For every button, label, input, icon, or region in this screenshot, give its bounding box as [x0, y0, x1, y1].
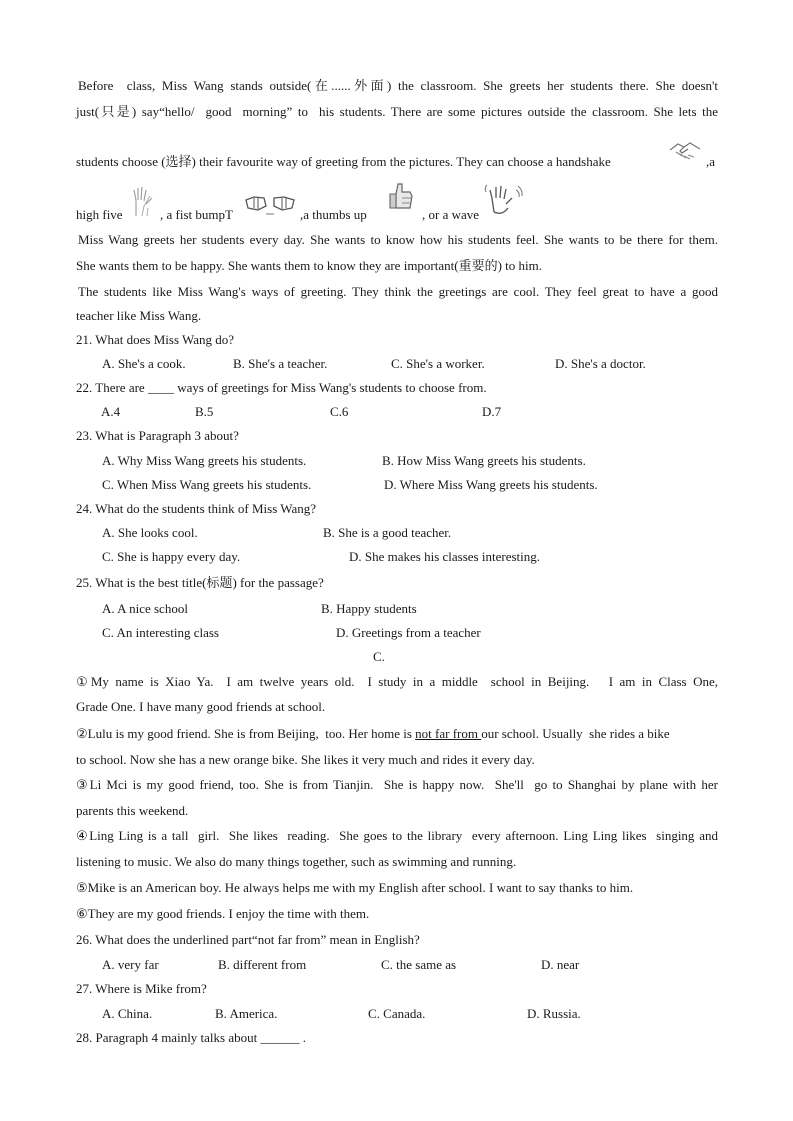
q27-option-c[interactable]: C. Canada.	[368, 1006, 426, 1021]
passage-c-p5-line1: ⑤Mike is an American boy. He always helps me with my English after school. I want to say thanks to him.	[76, 880, 634, 895]
q21-option-c[interactable]: C. She's a worker.	[391, 356, 485, 371]
passage-c-p3-line1: ③Li Mci is my good friend, too. She is from Tianjin. She is happy now. She'll go to Shanghai by plane with her	[76, 777, 718, 792]
q27-option-a[interactable]: A. China.	[102, 1006, 153, 1021]
q22-option-b[interactable]: B.5	[195, 404, 214, 419]
passage-b-p1-line4-d: , or a wave	[422, 207, 480, 222]
passage-b-p1-line1: Before class, Miss Wang stands outside(在......外面) the classroom. She greets her students there. She doesn't	[78, 78, 718, 93]
q23-option-a[interactable]: A. Why Miss Wang greets his students.	[102, 453, 307, 468]
underlined-phrase: not far from	[415, 726, 482, 741]
passage-c-p2-line2: to school. Now she has a new orange bike. She likes it very much and rides it every day.	[76, 752, 535, 767]
passage-c-p2-line1: ②Lulu is my good friend. She is from Beijing, too. Her home is not far from our school. Usually she rides a bike	[76, 726, 670, 741]
question-23: 23. What is Paragraph 3 about?	[76, 428, 239, 443]
wave-icon	[484, 182, 524, 216]
q27-option-d[interactable]: D. Russia.	[527, 1006, 581, 1021]
passage-b-p3-line1: The students like Miss Wang's ways of greeting. They think the greetings are cool. They feel great to have a good	[78, 284, 718, 299]
passage-c-p3-line2: parents this weekend.	[76, 803, 189, 818]
question-22: 22. There are ____ ways of greetings for Miss Wang's students to choose from.	[76, 380, 487, 395]
passage-c-p4-line2: listening to music. We also do many things together, such as swimming and running.	[76, 854, 517, 869]
q21-option-a[interactable]: A. She's a cook.	[102, 356, 186, 371]
question-26: 26. What does the underlined part“not far from” mean in English?	[76, 932, 420, 947]
q22-option-a[interactable]: A.4	[101, 404, 121, 419]
question-24: 24. What do the students think of Miss Wang?	[76, 501, 317, 516]
passage-b-p1-line3: students choose (选择) their favourite way of greeting from the pictures. They can choose a handshake	[76, 154, 611, 169]
q21-option-b[interactable]: B. She's a teacher.	[233, 356, 328, 371]
q25-option-d[interactable]: D. Greetings from a teacher	[336, 625, 481, 640]
passage-b-p2-line2: She wants them to be happy. She wants them to know they are important(重要的) to him.	[76, 258, 542, 273]
section-c-label: C.	[373, 649, 385, 664]
q26-option-b[interactable]: B. different from	[218, 957, 307, 972]
q24-option-b[interactable]: B. She is a good teacher.	[323, 525, 452, 540]
question-21: 21. What does Miss Wang do?	[76, 332, 235, 347]
q25-option-c[interactable]: C. An interesting class	[102, 625, 219, 640]
q25-option-b[interactable]: B. Happy students	[321, 601, 417, 616]
q21-option-d[interactable]: D. She's a doctor.	[555, 356, 646, 371]
passage-b-p3-line2: teacher like Miss Wang.	[76, 308, 202, 323]
q24-option-a[interactable]: A. She looks cool.	[102, 525, 198, 540]
q22-option-d[interactable]: D.7	[482, 404, 502, 419]
passage-b-p1-line3-end: ,a	[706, 154, 716, 169]
passage-b-p1-line4-b: , a fist bumpT	[160, 207, 233, 222]
handshake-icon	[668, 136, 702, 164]
high-five-icon	[128, 184, 158, 218]
q23-option-d[interactable]: D. Where Miss Wang greets his students.	[384, 477, 598, 492]
question-27: 27. Where is Mike from?	[76, 981, 207, 996]
passage-b-p1-line4-a: high five	[76, 207, 123, 222]
q26-option-a[interactable]: A. very far	[102, 957, 159, 972]
thumbs-up-icon	[386, 180, 416, 212]
passage-b-p1-line4-c: ,a thumbs up	[300, 207, 367, 222]
q22-option-c[interactable]: C.6	[330, 404, 349, 419]
q23-option-c[interactable]: C. When Miss Wang greets his students.	[102, 477, 312, 492]
q24-option-d[interactable]: D. She makes his classes interesting.	[349, 549, 540, 564]
passage-c-p6-line1: ⑥They are my good friends. I enjoy the time with them.	[76, 906, 370, 921]
q26-option-c[interactable]: C. the same as	[381, 957, 457, 972]
passage-c-p1-line1: ①My name is Xiao Ya. I am twelve years old. I study in a middle school in Beijing. I am in Class One,	[76, 674, 718, 689]
passage-c-p1-line2: Grade One. I have many good friends at school.	[76, 699, 326, 714]
q25-option-a[interactable]: A. A nice school	[102, 601, 188, 616]
question-25: 25. What is the best title(标题) for the passage?	[76, 575, 324, 590]
q26-option-d[interactable]: D. near	[541, 957, 580, 972]
q23-option-b[interactable]: B. How Miss Wang greets his students.	[382, 453, 586, 468]
fist-bump-icon	[244, 194, 296, 218]
q27-option-b[interactable]: B. America.	[215, 1006, 278, 1021]
passage-b-p2-line1: Miss Wang greets her students every day. She wants to know how his students feel. She wants to be there for them.	[78, 232, 718, 247]
q24-option-c[interactable]: C. She is happy every day.	[102, 549, 241, 564]
question-28: 28. Paragraph 4 mainly talks about ______ .	[76, 1030, 306, 1045]
passage-c-p4-line1: ④Ling Ling is a tall girl. She likes reading. She goes to the library every afternoon. Ling Ling likes singing and	[76, 828, 718, 843]
passage-b-p1-line2: just(只是) say“hello/ good morning” to his students. There are some pictures outside the classroom. She lets the	[76, 104, 718, 119]
